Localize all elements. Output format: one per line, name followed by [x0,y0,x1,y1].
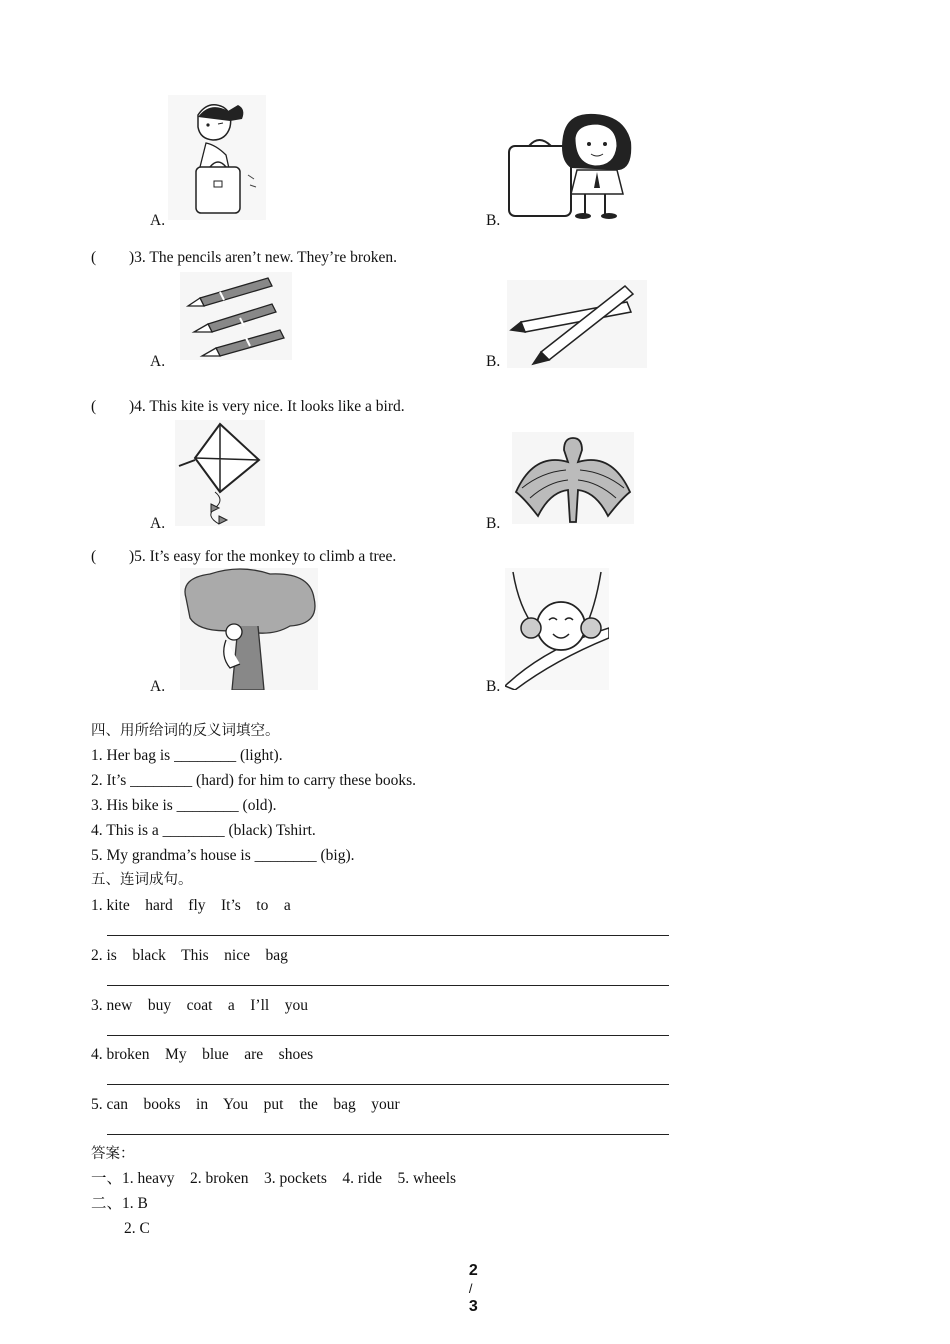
section-5-item-4: 4. broken My blue are shoes [91,1046,314,1063]
page-total: 3 [468,1298,478,1315]
question-3-text: )3. The pencils aren’t new. They’re broken. [129,249,397,266]
question-3-bracket: ( [91,249,97,266]
monkey-climbing-tree-image [180,568,318,690]
new-pencils-image [507,280,647,368]
option-b-label: B. [486,515,501,532]
section-4-item-1: 1. Her bag is ________ (light). [91,747,283,764]
section-5-item-5: 5. can books in You put the bag your [91,1096,400,1113]
answer-line [107,1084,669,1085]
option-b-label: B. [486,212,501,229]
question-4-text: )4. This kite is very nice. It looks like a bird. [129,398,405,415]
section-5-item-3: 3. new buy coat a I’ll you [91,997,308,1014]
section-4-item-3: 3. His bike is ________ (old). [91,797,277,814]
section-4-item-2: 2. It’s ________ (hard) for him to carry these books. [91,772,417,789]
option-a-label: A. [150,212,166,229]
section-5-item-2: 2. is black This nice bag [91,947,288,964]
question-5-text: )5. It’s easy for the monkey to climb a tree. [129,548,397,565]
answers-line-1: 一、1. heavy 2. broken 3. pockets 4. ride 5. wheels [91,1170,457,1187]
option-b-label: B. [486,678,501,695]
answers-line-3: 2. C [124,1220,150,1237]
section-5-heading: 五、连词成句。 [91,872,193,888]
girl-with-suitcase-image [505,110,635,222]
answers-heading: 答案： [91,1146,135,1162]
page-current: 2 [468,1262,478,1279]
diamond-kite-image [175,420,265,526]
section-5-item-1: 1. kite hard fly It’s to a [91,897,291,914]
girl-carrying-heavy-bag-image [168,95,266,220]
question-5-bracket: ( [91,548,97,565]
answer-line [107,1134,669,1135]
option-a-label: A. [150,353,166,370]
answer-line [107,1035,669,1036]
option-a-label: A. [150,678,166,695]
monkey-on-branch-image [505,568,609,690]
question-4-bracket: ( [91,398,97,415]
section-4-heading: 四、用所给词的反义词填空。 [91,723,280,739]
answer-line [107,985,669,986]
page-separator: / [468,1281,473,1296]
section-4-item-4: 4. This is a ________ (black) Tshirt. [91,822,316,839]
answers-line-2: 二、1. B [91,1195,148,1212]
answer-line [107,935,669,936]
option-b-label: B. [486,353,501,370]
option-a-label: A. [150,515,166,532]
page-number [460,1244,478,1316]
broken-pencils-image [180,272,292,360]
bird-kite-image [512,432,634,524]
section-4-item-5: 5. My grandma’s house is ________ (big). [91,847,355,864]
